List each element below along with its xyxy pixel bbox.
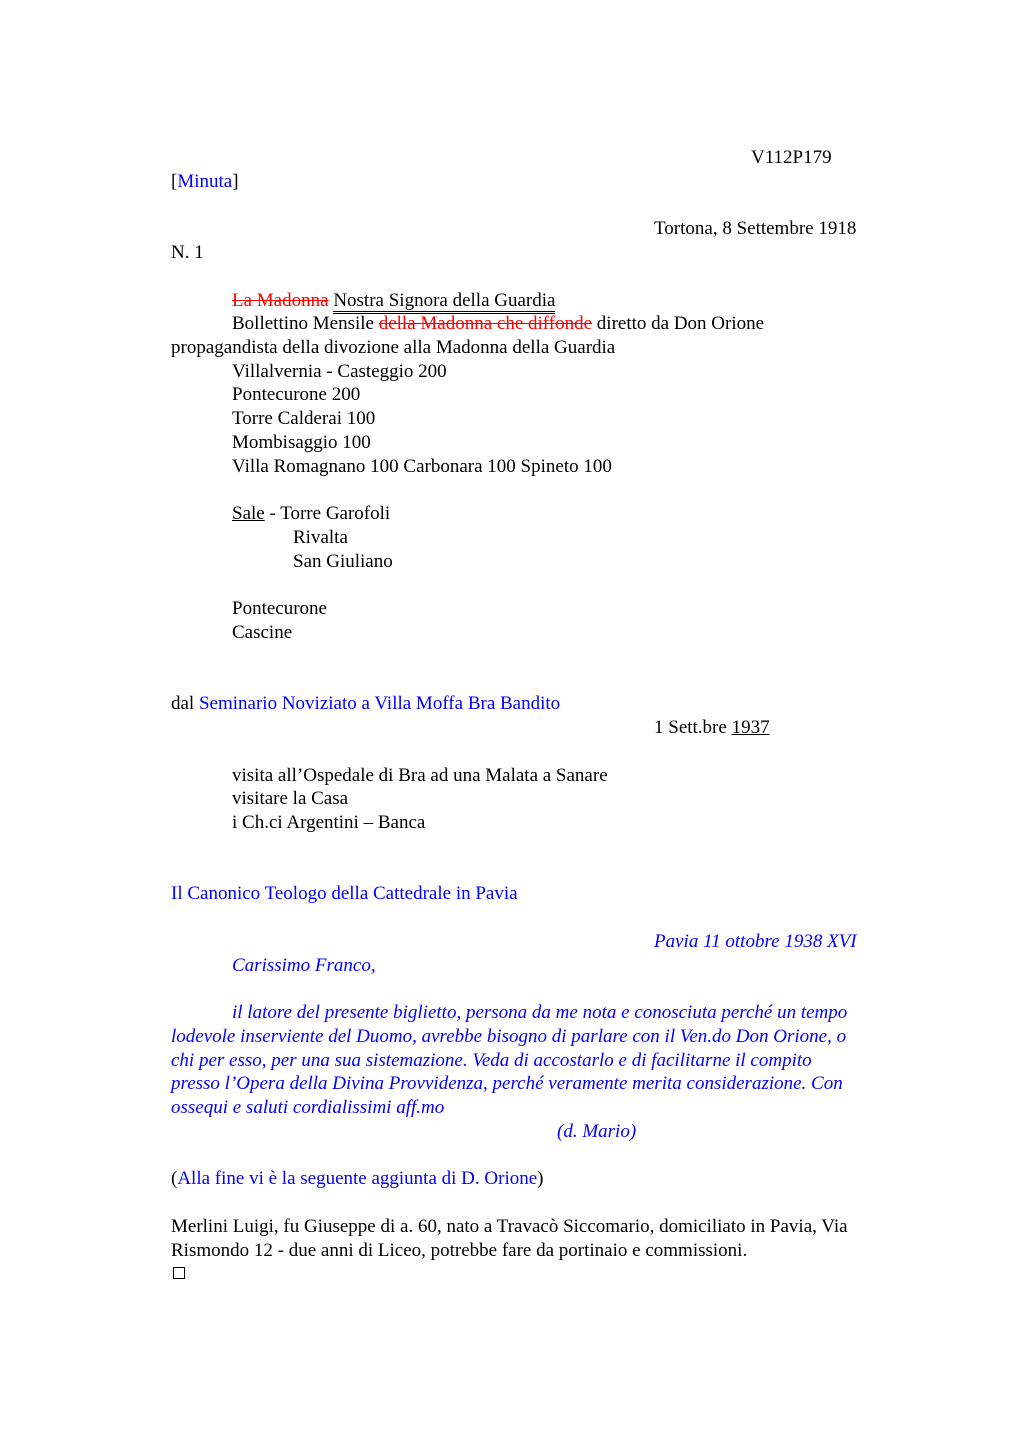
place-item: Torre Calderai 100 (232, 408, 376, 429)
footer-line: Merlini Luigi, fu Giuseppe di a. 60, nato a Travacò Siccomario, domiciliato in Pavia, Via (171, 1216, 848, 1237)
letterhead: Il Canonico Teologo della Cattedrale in Pavia (171, 883, 518, 904)
place-item: Mombisaggio 100 (232, 432, 371, 453)
sale-sub-item: San Giuliano (293, 551, 393, 572)
seminary-line: dal Seminario Noviziato a Villa Moffa Bra Bandito (171, 693, 561, 714)
letter-signature: (d. Mario) (557, 1121, 637, 1142)
seminary-date: 1 Sett.bre 1937 (654, 717, 770, 738)
checkbox-icon (173, 1267, 185, 1279)
group-item: Cascine (232, 622, 293, 643)
sale-line: Sale - Torre Garofoli (232, 503, 391, 524)
number-label: N. 1 (171, 242, 204, 263)
seminary-item: visita all’Ospedale di Bra ad una Malata a Sanare (232, 765, 608, 786)
letter-salutation: Carissimo Franco, (232, 955, 376, 976)
sale-sub-item: Rivalta (293, 527, 348, 548)
letter-body-line: lodevole inserviente del Duomo, avrebbe bisogno di parlare con il Ven.do Don Orione, o (171, 1026, 847, 1047)
place-item: Villa Romagnano 100 Carbonara 100 Spineto 100 (232, 456, 612, 477)
document-code: V112P179 (751, 147, 832, 168)
footer-line: Rismondo 12 - due anni di Liceo, potrebbe fare da portinaio e commissioni. (171, 1240, 748, 1261)
letter-body-line: chi per esso, per una sua sistemazione. Veda di accostarlo e di facilitarne il compito (171, 1050, 812, 1071)
letter-body-line: ossequi e saluti cordialissimi aff.mo (171, 1097, 445, 1118)
place-item: Pontecurone 200 (232, 384, 361, 405)
minuta-label: [Minuta] (171, 171, 239, 192)
letter-body-line: presso l’Opera della Divina Provvidenza, perché veramente merita considerazione. Con (171, 1073, 843, 1094)
bulletin-title: La Madonna Nostra Signora della Guardia (232, 289, 555, 313)
place-item: Villalvernia - Casteggio 200 (232, 361, 447, 382)
group-item: Pontecurone (232, 598, 327, 619)
letter-date: Pavia 11 ottobre 1938 XVI (654, 931, 857, 952)
editorial-note: (Alla fine vi è la seguente aggiunta di D. Orione) (171, 1168, 544, 1189)
bulletin-line-1: Bollettino Mensile della Madonna che diffonde diretto da Don Orione (232, 313, 765, 334)
letter-body-line: il latore del presente biglietto, persona da me nota e conosciuta perché un tempo (232, 1002, 848, 1023)
place-date: Tortona, 8 Settembre 1918 (654, 218, 857, 239)
bulletin-line-2: propagandista della divozione alla Madonna della Guardia (171, 337, 616, 358)
seminary-item: i Ch.ci Argentini – Banca (232, 812, 426, 833)
seminary-item: visitare la Casa (232, 788, 349, 809)
